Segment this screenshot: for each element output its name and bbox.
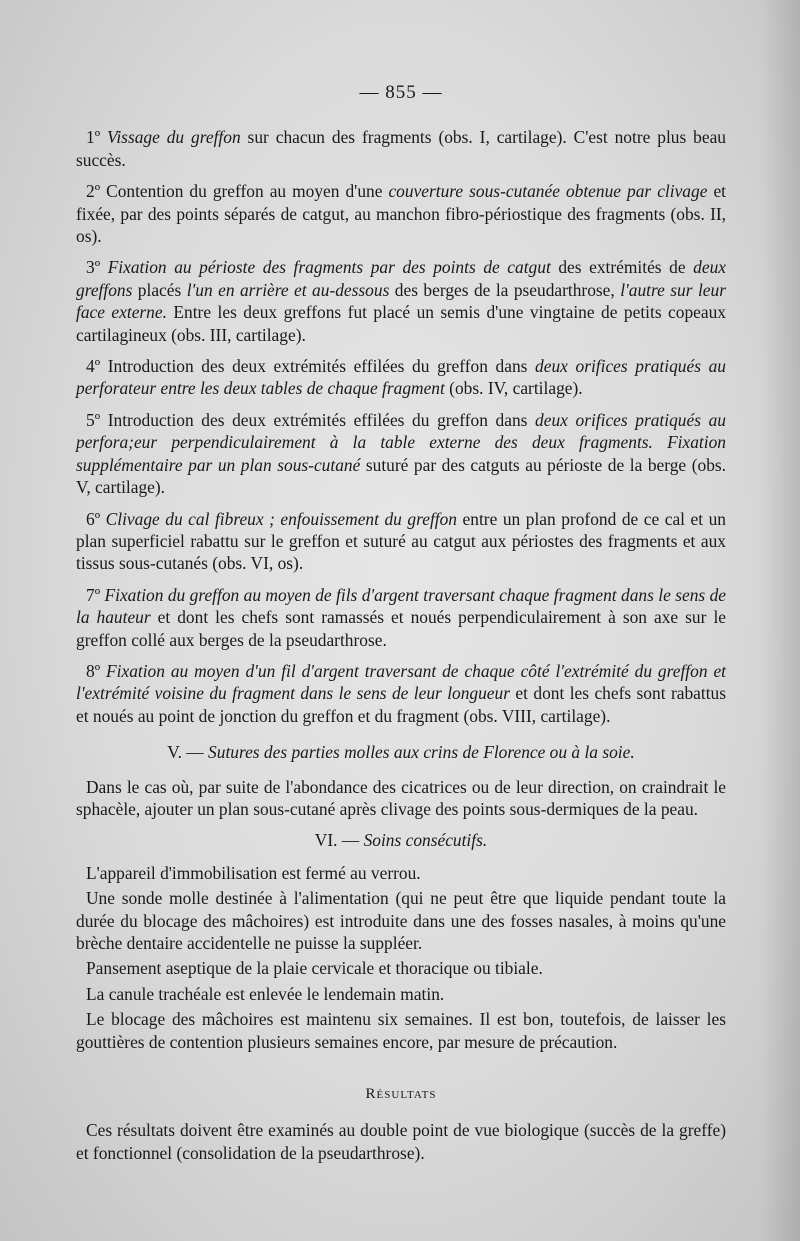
page-number: — 855 —	[359, 82, 443, 103]
item-text: et dont les chefs sont ramassés et noués perpendiculairement à son axe sur le greffon collé aux berges de la pseudarthrose.	[76, 607, 726, 650]
item-text: Entre les deux greffons fut placé un semis d'une vingtaine de petits copeaux cartilagineux (obs. III, cartilage).	[76, 302, 726, 345]
section-number: V. —	[167, 742, 209, 763]
item-text: entre un plan profond de ce cal et un plan superficiel rabattu sur le greffon et suturé au catgut aux périostes des fragments et aux tissus sous-cutanés (obs. VI, os).	[76, 508, 727, 574]
item-text: Contention du greffon au moyen d'une	[100, 181, 389, 202]
item-italic: Vissage du greffon	[107, 127, 241, 148]
item-text: et fixée, par des points séparés de catgut, au manchon fibro-périostique des fragments (obs. II, os).	[76, 181, 726, 247]
item-2	[76, 180, 726, 247]
item-number: 7º	[86, 584, 101, 605]
item-text: Introduction des deux extrémités effilées du greffon dans	[100, 356, 536, 377]
item-text: des extrémités de	[550, 257, 694, 278]
item-6	[76, 508, 726, 575]
section-6-para: Une sonde molle destinée à l'alimentation (qui ne peut être que liquide pendant toute la durée du blocage des mâchoires) est introduite dans une des fosses nasales, à moins qu'une brèche dentaire accidentelle ne puisse la suppléer.	[76, 888, 726, 953]
section-number: VI. —	[314, 830, 364, 851]
section-6-para: Pansement aseptique de la plaie cervicale et thoracique ou tibiale.	[86, 958, 543, 979]
item-text: Introduction des deux extrémités effilées du greffon dans	[100, 409, 536, 430]
item-number: 4º	[86, 356, 101, 377]
section-5-heading	[76, 741, 726, 763]
item-5	[76, 409, 726, 499]
item-7	[76, 584, 726, 651]
item-3	[76, 256, 726, 346]
item-text: sur chacun des fragments (obs. I, cartilage). C'est notre plus beau succès.	[76, 127, 726, 170]
item-4	[76, 355, 726, 400]
item-italic: couverture sous-cutanée obtenue par clivage	[388, 181, 708, 202]
item-text: suturé par des catguts au périoste de la berge (obs. V, cartilage).	[76, 454, 727, 498]
item-number: 2º	[86, 181, 101, 202]
item-italic: Clivage du cal fibreux ; enfouissement du greffon	[105, 508, 458, 529]
item-text: placés	[132, 279, 187, 300]
section-6-para: La canule trachéale est enlevée le lendemain matin.	[86, 983, 445, 1004]
item-italic: Fixation du greffon au moyen de fils d'argent traversant chaque fragment dans le sens de la hauteur	[76, 584, 726, 628]
item-italic: deux greffons	[76, 257, 726, 300]
item-italic: l'un en arrière et au-dessous	[186, 279, 390, 300]
section-title: Soins consécutifs.	[363, 830, 488, 851]
results-heading: Résultats	[365, 1086, 437, 1103]
item-text: et dont les chefs sont rabattus et noués au point de jonction du greffon et du fragment (obs. VIII, cartilage).	[76, 683, 726, 726]
item-number: 1º	[86, 127, 101, 148]
section-5-text: Dans le cas où, par suite de l'abondance des cicatrices ou de leur direction, on craindrait le sphacèle, ajouter un plan sous-cutané après clivage des points sous-dermiques de la peau.	[76, 776, 726, 819]
page-edge-shadow	[760, 0, 800, 1241]
section-title: Sutures des parties molles aux crins de Florence ou à la soie.	[208, 742, 635, 763]
section-6-body	[76, 862, 726, 1053]
item-8	[76, 660, 726, 727]
item-italic: l'autre sur leur face externe.	[76, 279, 726, 323]
item-number: 6º	[86, 508, 101, 529]
page-text	[76, 82, 726, 1173]
item-number: 5º	[86, 409, 101, 430]
item-number: 8º	[86, 660, 101, 681]
item-italic: deux orifices pratiqués au perfora;eur perpendiculairement à la table externe des deux fragments. Fixation supplémentaire par un plan sous-cutané	[76, 409, 726, 475]
item-1	[76, 126, 726, 171]
item-text: (obs. IV, cartilage).	[444, 378, 583, 399]
section-6-heading	[76, 829, 726, 851]
item-italic: Fixation au moyen d'un fil d'argent traversant de chaque côté l'extrémité du greffon et l'extrémité voisine du fragment dans le sens de leur longueur	[76, 660, 726, 704]
section-6-para: Le blocage des mâchoires est maintenu six semaines. Il est bon, toutefois, de laisser les gouttières de contention plusieurs semaines encore, par mesure de précaution.	[76, 1009, 726, 1052]
item-italic: Fixation au périoste des fragments par des points de catgut	[107, 257, 551, 278]
item-number: 3º	[86, 257, 101, 278]
section-6-para: L'appareil d'immobilisation est fermé au verrou.	[86, 862, 421, 883]
item-text: des berges de la pseudarthrose,	[389, 279, 621, 300]
results-text: Ces résultats doivent être examinés au double point de vue biologique (succès de la greffe) et fonctionnel (consolidation de la pseudarthrose).	[76, 1120, 726, 1163]
item-italic: deux orifices pratiqués au perforateur entre les deux tables de chaque fragment	[76, 356, 726, 399]
